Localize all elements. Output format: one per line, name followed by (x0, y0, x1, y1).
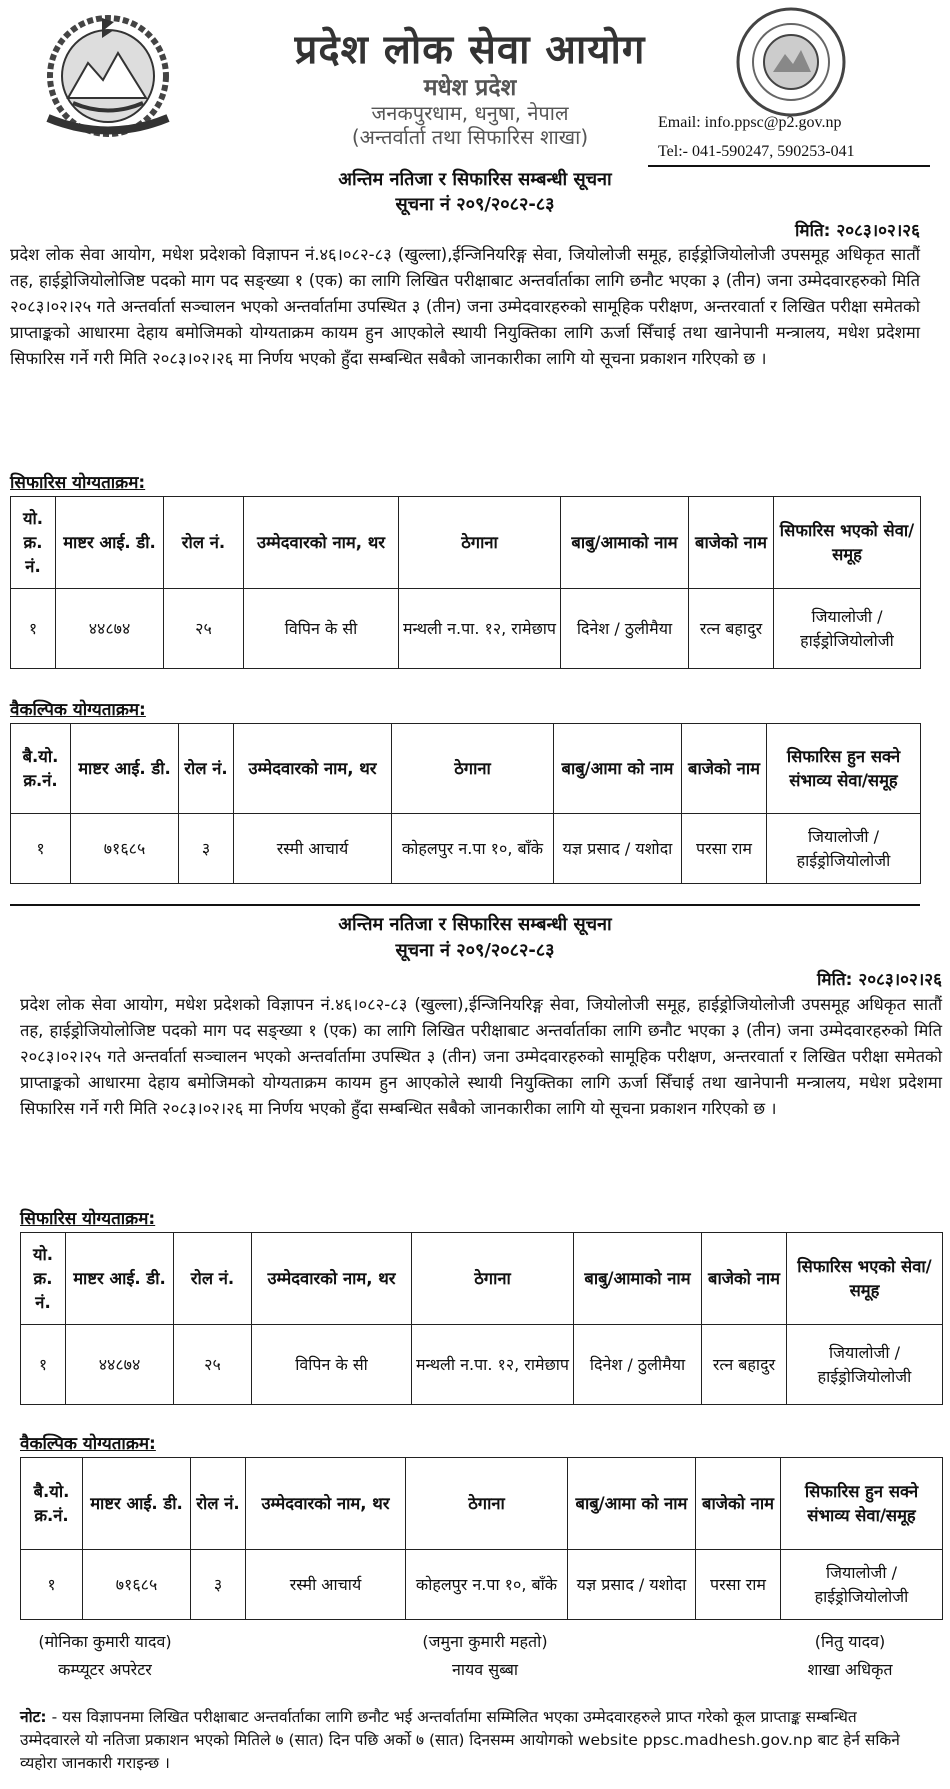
col-header: बाबु/आमाको नाम (561, 497, 689, 589)
table-cell: रस्मी आचार्य (234, 814, 392, 884)
table-cell: परसा राम (682, 814, 767, 884)
footer-note (20, 1706, 920, 1775)
note-label: नोट: (20, 1708, 47, 1726)
table-cell: विपिन के सी (244, 589, 399, 669)
col-header: सिफारिस भएको सेवा/समूह (774, 497, 921, 589)
table-cell: जियालोजी / हाईड्रोजियोलोजी (787, 1325, 943, 1405)
col-header: ठेगाना (392, 724, 554, 814)
table-cell: कोहलपुर न.पा १०, बाँके (392, 814, 554, 884)
note-text: - यस विज्ञापनमा लिखित परीक्षाबाट अन्तर्वार्ताका लागि छनौट भई अन्तर्वार्तामा सम्मिलित भएका उम्मेदवारहरुले प्राप्त गरेको कूल प्राप्ताङ्क सम्बन्धित उम्मेदवारले यो नतिजा प्रकाशन भएको मितिले ७ (सात) दिन पछि अर्को ७ (सात) दिनसम्म आयोगको website ppsc.madhesh.gov.np बाट हेर्न सकिने व्यहोरा जानकारी गराइन्छ । (20, 1708, 900, 1772)
col-header: यो. क्र. नं. (11, 497, 56, 589)
table-cell: २५ (164, 589, 244, 669)
table-cell: रस्मी आचार्य (246, 1550, 406, 1620)
table-cell: रत्न बहादुर (689, 589, 774, 669)
col-header: बाबु/आमा को नाम (554, 724, 682, 814)
notice-title-repeat: अन्तिम नतिजा र सिफारिस सम्बन्धी सूचना (338, 914, 612, 935)
notice-date-repeat: मिति: २०८३।०२।२६ (817, 970, 942, 990)
table-cell: ४४८७४ (56, 589, 164, 669)
signatory-name: (जमुना कुमारी महतो) (422, 1632, 548, 1651)
col-header: उम्मेदवारको नाम, थर (244, 497, 399, 589)
signatory-name: (नितु यादव) (814, 1632, 886, 1651)
col-header: रोल नं. (164, 497, 244, 589)
table-row (21, 1550, 943, 1620)
col-header: माष्टर आई. डी. (71, 724, 179, 814)
alternative-heading: वैकल्पिक योग्यताक्रम: (10, 700, 146, 720)
col-header: उम्मेदवारको नाम, थर (234, 724, 392, 814)
nepal-emblem-icon (28, 8, 188, 138)
signatory-role: कम्प्यूटर अपरेटर (58, 1660, 152, 1679)
province-name: मधेश प्रदेश (423, 75, 517, 101)
col-header: सिफारिस हुन सक्ने संभाव्य सेवा/समूह (767, 724, 921, 814)
table-cell: दिनेश / ठुलीमैया (574, 1325, 702, 1405)
table-cell: कोहलपुर न.पा १०, बाँके (406, 1550, 568, 1620)
col-header: बाजेको नाम (702, 1233, 787, 1325)
signature-computer-operator (10, 1628, 200, 1684)
commission-title: प्रदेश लोक सेवा आयोग (294, 27, 646, 73)
col-header: बाजेको नाम (689, 497, 774, 589)
signatory-role: शाखा अधिकृत (807, 1660, 893, 1679)
notice-number: सूचना नं २०९/२०८२-८३ (395, 194, 555, 215)
table-cell: ४४८७४ (66, 1325, 174, 1405)
table-cell: २५ (174, 1325, 252, 1405)
table-cell: १ (11, 589, 56, 669)
col-header: ठेगाना (412, 1233, 574, 1325)
notice-paragraph: प्रदेश लोक सेवा आयोग, मधेश प्रदेशको विज्ञापन नं.४६।०८२-८३ (खुल्ला),ईन्जिनियरिङ्ग सेवा, जियोलोजी समूह, हाईड्रोजियोलोजी उपसमूह अधिकृत सातौं तह, हाईड्रोजियोलोजिष्ट पदको माग पद सङ्ख्या १ (एक) का लागि लिखित परीक्षाबाट अन्तर्वार्ताका लागि छनौट भएका ३ (तीन) जना उम्मेदवारहरुको मिति २०८३।०२।२५ गते अन्तर्वार्ता सञ्चालन भएको अन्तर्वार्तामा उपस्थित ३ (तीन) जना उम्मेदवारहरुको सामूहिक परीक्षण, अन्तरवार्ता र लिखित परीक्षा समेतको प्राप्ताङ्कको आधारमा देहाय बमोजिमको योग्यताक्रम कायम हुन आएकोले स्थायी नियुक्तिका लागि ऊर्जा सिँचाई तथा खानेपानी मन्त्रालय, मधेश प्रदेशमा सिफारिस गर्ने गरी मिति २०८३।०२।२६ मा निर्णय भएको हुँदा सम्बन्धित सबैको जानकारीका लागि यो सूचना प्रकाशन गरिएको छ । (10, 245, 920, 368)
col-header: माष्टर आई. डी. (56, 497, 164, 589)
notice-number-repeat: सूचना नं २०९/२०८२-८३ (395, 940, 555, 961)
table-cell: जियालोजी / हाईड्रोजियोलोजी (774, 589, 921, 669)
table-cell: परसा राम (696, 1550, 781, 1620)
table-header-row (21, 1233, 943, 1325)
table-cell: दिनेश / ठुलीमैया (561, 589, 689, 669)
col-header: बै.यो. क्र.नं. (11, 724, 71, 814)
col-header: माष्टर आई. डी. (66, 1233, 174, 1325)
col-header: सिफारिस हुन सक्ने संभाव्य सेवा/समूह (781, 1458, 943, 1550)
col-header: उम्मेदवारको नाम, थर (246, 1458, 406, 1550)
table-cell: मन्थली न.पा. १२, रामेछाप (412, 1325, 574, 1405)
table-cell: जियालोजी / हाईड्रोजियोलोजी (767, 814, 921, 884)
table-cell: १ (21, 1325, 66, 1405)
table-cell: ७१६८५ (71, 814, 179, 884)
table-cell: यज्ञ प्रसाद / यशोदा (568, 1550, 696, 1620)
table-cell: रत्न बहादुर (702, 1325, 787, 1405)
alternative-table-repeat (20, 1457, 943, 1620)
col-header: यो. क्र. नं. (21, 1233, 66, 1325)
alternative-table (10, 723, 921, 884)
col-header: ठेगाना (406, 1458, 568, 1550)
table-row (11, 814, 921, 884)
col-header: बै.यो. क्र.नं. (21, 1458, 83, 1550)
commission-seal-icon (735, 6, 847, 118)
table-cell: ७१६८५ (83, 1550, 191, 1620)
col-header: रोल नं. (191, 1458, 246, 1550)
table-cell: ३ (191, 1550, 246, 1620)
recommended-heading: सिफारिस योग्यताक्रम: (10, 473, 146, 493)
table-header-row (21, 1458, 943, 1550)
col-header: बाजेको नाम (682, 724, 767, 814)
table-cell: यज्ञ प्रसाद / यशोदा (554, 814, 682, 884)
recommended-table-repeat (20, 1232, 943, 1405)
contact-phone: Tel:- 041-590247, 590253-041 (658, 143, 855, 160)
office-address: जनकपुरधाम, धनुषा, नेपाल (371, 101, 569, 125)
signature-nayab-subba (380, 1628, 590, 1684)
table-cell: मन्थली न.पा. १२, रामेछाप (399, 589, 561, 669)
notice-title: अन्तिम नतिजा र सिफारिस सम्बन्धी सूचना (338, 169, 612, 190)
recommended-heading-repeat: सिफारिस योग्यताक्रम: (20, 1209, 156, 1229)
table-cell: जियालोजी / हाईड्रोजियोलोजी (781, 1550, 943, 1620)
col-header: ठेगाना (399, 497, 561, 589)
table-header-row (11, 497, 921, 589)
alternative-heading-repeat: वैकल्पिक योग्यताक्रम: (20, 1434, 156, 1454)
recommended-table (10, 496, 921, 669)
table-row (21, 1325, 943, 1405)
col-header: रोल नं. (174, 1233, 252, 1325)
table-header-row (11, 724, 921, 814)
table-cell: विपिन के सी (252, 1325, 412, 1405)
col-header: माष्टर आई. डी. (83, 1458, 191, 1550)
col-header: उम्मेदवारको नाम, थर (252, 1233, 412, 1325)
signatory-name: (मोनिका कुमारी यादव) (38, 1632, 172, 1651)
col-header: बाजेको नाम (696, 1458, 781, 1550)
signature-section-officer (770, 1628, 930, 1684)
table-cell: १ (11, 814, 71, 884)
col-header: बाबु/आमा को नाम (568, 1458, 696, 1550)
section-divider (10, 904, 920, 906)
notice-date: मिति: २०८३।०२।२६ (795, 221, 920, 241)
table-row (11, 589, 921, 669)
col-header: सिफारिस भएको सेवा/समूह (787, 1233, 943, 1325)
table-cell: ३ (179, 814, 234, 884)
contact-email: Email: info.ppsc@p2.gov.np (658, 114, 842, 131)
col-header: बाबु/आमाको नाम (574, 1233, 702, 1325)
table-cell: १ (21, 1550, 83, 1620)
col-header: रोल नं. (179, 724, 234, 814)
notice-paragraph-repeat: प्रदेश लोक सेवा आयोग, मधेश प्रदेशको विज्ञापन नं.४६।०८२-८३ (खुल्ला),ईन्जिनियरिङ्ग सेवा, जियोलोजी समूह, हाईड्रोजियोलोजी उपसमूह अधिकृत सातौं तह, हाईड्रोजियोलोजिष्ट पदको माग पद सङ्ख्या १ (एक) का लागि लिखित परीक्षाबाट अन्तर्वार्ताका लागि छनौट भएका ३ (तीन) जना उम्मेदवारहरुको मिति २०८३।०२।२५ गते अन्तर्वार्ता सञ्चालन भएको अन्तर्वार्तामा उपस्थित ३ (तीन) जना उम्मेदवारहरुको सामूहिक परीक्षण, अन्तरवार्ता र लिखित परीक्षा समेतको प्राप्ताङ्कको आधारमा देहाय बमोजिमको योग्यताक्रम कायम हुन आएकोले स्थायी नियुक्तिका लागि ऊर्जा सिँचाई तथा खानेपानी मन्त्रालय, मधेश प्रदेशमा सिफारिस गर्ने गरी मिति २०८३।०२।२६ मा निर्णय भएको हुँदा सम्बन्धित सबैको जानकारीका लागि यो सूचना प्रकाशन गरिएको छ । (20, 995, 942, 1118)
branch-name: (अन्तर्वार्ता तथा सिफारिस शाखा) (351, 125, 589, 149)
signatory-role: नायव सुब्बा (451, 1660, 518, 1679)
